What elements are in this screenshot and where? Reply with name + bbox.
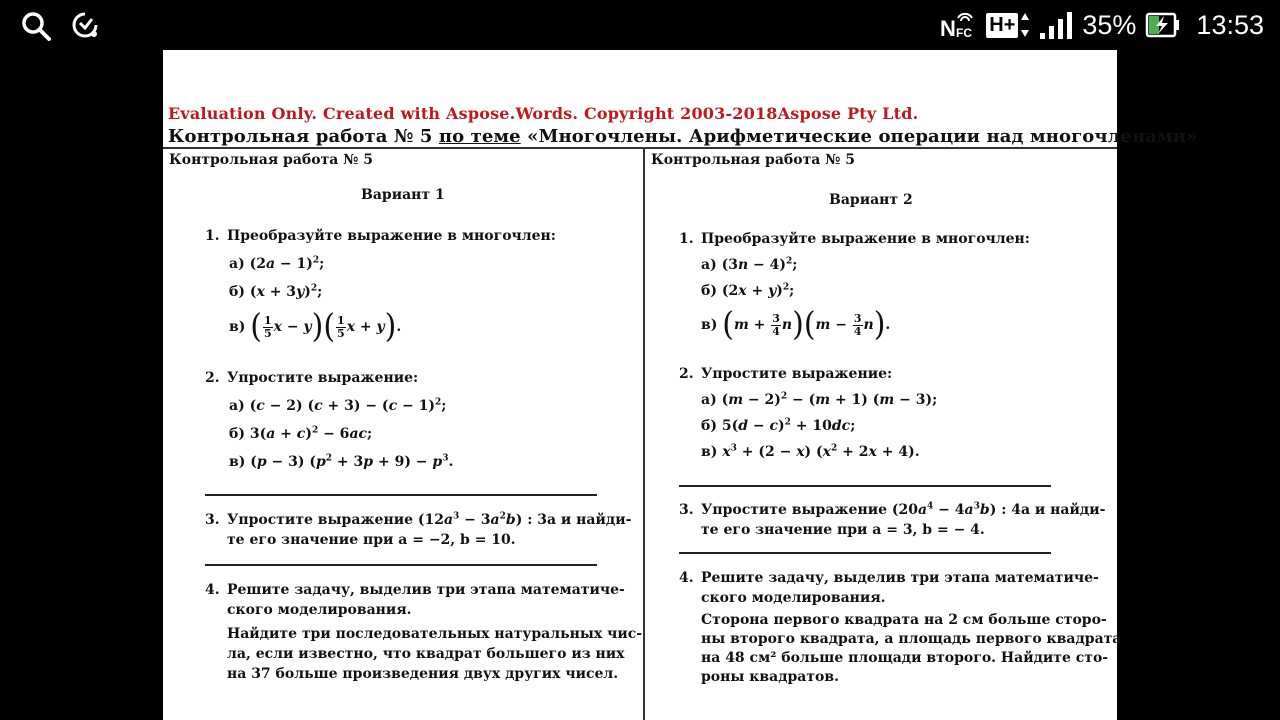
task-4-text-3: на 48 см² больше площади второго. Найдите сто- <box>701 650 1109 666</box>
svg-text:FC: FC <box>956 26 973 40</box>
task-4-line-2: ского моделирования. <box>701 590 886 606</box>
task-4-line-2: ского моделирования. <box>227 602 412 618</box>
task-1-a: а) $(2a - 1)^2$; <box>229 255 325 272</box>
signal-icon <box>1040 11 1072 39</box>
task-4-text-3: на 37 больше произведения двух других чисел. <box>227 666 619 682</box>
watermark: Evaluation Only. Created with Aspose.Words. Copyright 2003-2018Aspose Pty Ltd. <box>168 104 919 123</box>
task-2-a: а) $(m - 2)^2 - (m + 1)$ (m − 3); <box>701 391 938 408</box>
column-divider <box>643 148 645 720</box>
task-3: 3. Упростите выражение $(12a^3 - 3a^2b)$ : 3a и найди- <box>205 511 632 528</box>
task-4-text-2: ла, если известно, что квадрат большего из них <box>227 646 625 662</box>
svg-text:N: N <box>940 16 957 41</box>
task-4-text-2: ны второго квадрата, а площадь первого квадрата <box>701 631 1122 647</box>
task-4: 4. Решите задачу, выделив три этапа математиче- <box>205 582 625 598</box>
column-title: Контрольная работа № 5 <box>169 152 374 168</box>
task-1-b: б) $(2x + y)^2$; <box>701 282 795 299</box>
task-4-text-1: Сторона первого квадрата на 2 см больше сторо- <box>701 612 1107 628</box>
separator <box>205 564 597 566</box>
task-3-line-2: те его значение при a = −2, b = 10. <box>227 532 516 548</box>
document-heading: Контрольная работа № 5 по теме «Многочлены. Арифметические операции над многочленами» <box>168 126 1198 147</box>
document-page[interactable] <box>163 50 1198 720</box>
task-2: 2. Упростите выражение: <box>679 366 893 382</box>
divider <box>163 147 1117 149</box>
separator <box>205 494 597 496</box>
task-2-b: б) $3(a + c)^2 - 6ac$; <box>229 425 373 442</box>
task-4: 4. Решите задачу, выделив три этапа математиче- <box>679 570 1099 586</box>
data-saver-icon <box>70 10 100 40</box>
task-1-a: а) $(3n - 4)^2$; <box>701 256 798 273</box>
task-3-line-2: те его значение при a = 3, b = − 4. <box>701 522 985 538</box>
separator <box>679 485 1051 487</box>
task-1-c: в) ( $\frac{1}{5}$ x − y)( $\frac{1}{5}$ x + y). <box>229 307 402 346</box>
task-2-c: в) $x^3 + (2 - x) (x^2 + 2x + 4)$. <box>701 443 920 460</box>
task-2-a: а) (c − 2) $(c + 3) - (c - 1)^2$; <box>229 397 447 414</box>
task-4-text-4: роны квадратов. <box>701 669 839 685</box>
task-1: 1. Преобразуйте выражение в многочлен: <box>679 231 1030 247</box>
nfc-icon <box>940 10 976 40</box>
variant-title: Вариант 2 <box>829 192 913 208</box>
task-3: 3. Упростите выражение $(20a^4 - 4a^3b)$ : 4a и найди- <box>679 501 1106 518</box>
task-4-text-1: Найдите три последовательных натуральных чис- <box>227 626 643 642</box>
separator <box>679 552 1051 554</box>
task-1-c: в) (m + $\frac{3}{4}$ n)(m − $\frac{3}{4}$ n). <box>701 305 891 344</box>
task-1: 1. Преобразуйте выражение в многочлен: <box>205 228 556 244</box>
task-1-b: б) $(x + 3y)^2$; <box>229 283 323 300</box>
clock: 13:53 <box>1196 9 1264 40</box>
status-bar <box>0 0 1280 50</box>
column-title: Контрольная работа № 5 <box>651 152 856 168</box>
task-2-b: б) $5(d - c)^2 + 10dc$; <box>701 417 856 434</box>
search-icon[interactable] <box>20 10 52 42</box>
task-2: 2. Упростите выражение: <box>205 370 419 386</box>
task-2-c: в) (p − 3) $(p^2 + 3p + 9) - p^3$. <box>229 453 454 470</box>
variant-title: Вариант 1 <box>361 187 445 203</box>
battery-charging-icon <box>1146 12 1180 38</box>
network-type-icon: H+ <box>986 11 1030 39</box>
battery-percentage: 35% <box>1082 9 1137 40</box>
